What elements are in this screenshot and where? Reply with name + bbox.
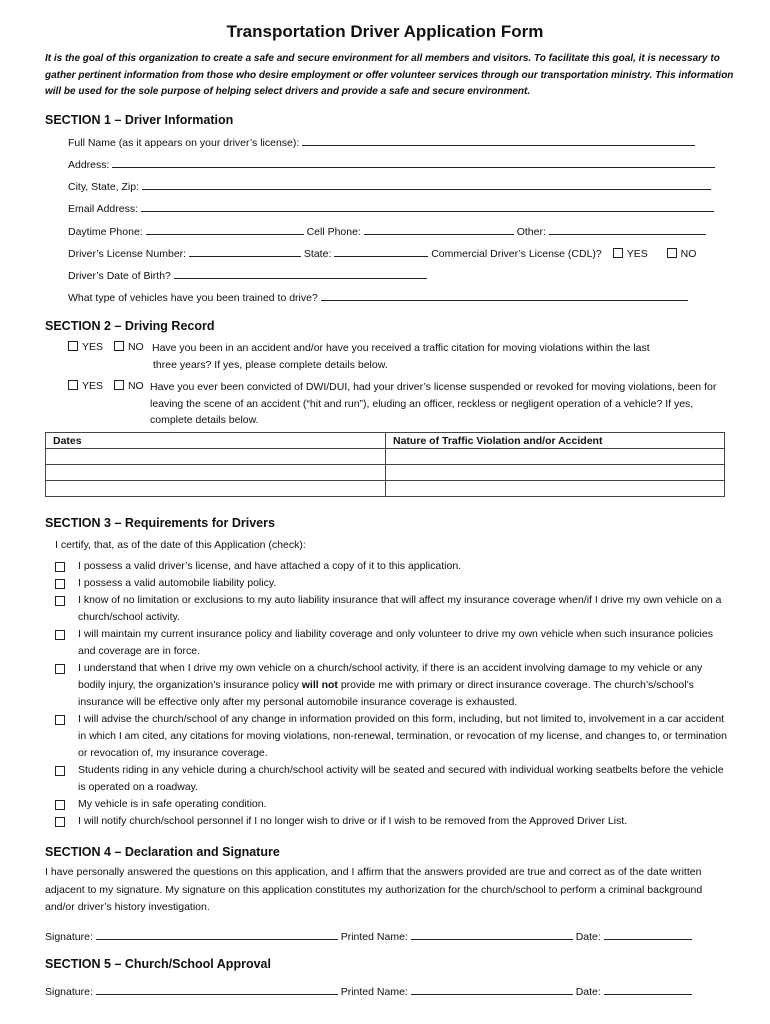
form-title: Transportation Driver Application Form xyxy=(226,22,544,41)
violation-header: Nature of Traffic Violation and/or Accident xyxy=(386,433,725,449)
requirement-text: I will advise the church/school of any change in information provided on this form, including, but not limited to, involvement in a car accident in which I am cited, any citations for moving violations, non-renewal, termination, or revocation of my license, and changes to, or termination or revocation of, my insurance coverage. xyxy=(78,713,727,759)
daytime-phone-field[interactable] xyxy=(146,224,304,235)
vehicles-row xyxy=(68,290,688,304)
q2-yes-label: YES xyxy=(82,380,104,392)
requirement-item xyxy=(55,711,730,762)
declaration-text: I have personally answered the questions on this application, and I affirm that the answers provided are true and correct as of the date written adjacent to my signature. My signature on this application constitutes my authorization for the church/school to perform a criminal background and/or driver’s history investigation. xyxy=(45,866,703,913)
state-label: State: xyxy=(303,248,332,260)
dates-header: Dates xyxy=(46,433,386,449)
daytime-phone-label: Daytime Phone: xyxy=(68,226,143,238)
email-row xyxy=(68,201,714,215)
phone-row xyxy=(68,224,706,238)
q2-no-checkbox[interactable] xyxy=(114,380,124,390)
date-cell[interactable] xyxy=(46,449,386,465)
requirement-item xyxy=(55,660,730,711)
requirements-list xyxy=(55,558,730,830)
requirement-checkbox[interactable] xyxy=(55,579,65,589)
section4-signature-row xyxy=(45,929,692,943)
date-cell[interactable] xyxy=(46,481,386,497)
q1-line2: three years? If yes, please complete details below. xyxy=(153,358,388,371)
requirement-checkbox[interactable] xyxy=(55,715,65,725)
cell-phone-field[interactable] xyxy=(364,224,514,235)
cdl-label: Commercial Driver’s License (CDL)? xyxy=(431,248,602,260)
date-label: Date: xyxy=(575,931,601,943)
requirement-text: Students riding in any vehicle during a church/school activity will be seated and secured with individual working seatbelts before the vehicle is operated on a roadway. xyxy=(78,764,724,793)
requirement-checkbox[interactable] xyxy=(55,630,65,640)
table-row xyxy=(46,481,725,497)
requirement-text: I will notify church/school personnel if I no longer wish to drive or if I wish to be removed from the Approved Driver List. xyxy=(78,815,628,827)
driving-record-table xyxy=(45,432,725,497)
q1-text xyxy=(152,340,727,373)
requirement-item xyxy=(55,813,730,830)
table-row xyxy=(46,449,725,465)
section3-title: SECTION 3 – Requirements for Drivers xyxy=(45,516,275,530)
requirement-checkbox[interactable] xyxy=(55,596,65,606)
q2-no-label: NO xyxy=(127,380,144,392)
section1-title: SECTION 1 – Driver Information xyxy=(45,113,234,127)
dob-row xyxy=(68,268,427,282)
section2-title: SECTION 2 – Driving Record xyxy=(45,319,215,333)
table-row xyxy=(46,465,725,481)
requirement-item xyxy=(55,592,730,626)
requirement-text: I possess a valid automobile liability policy. xyxy=(78,577,277,589)
email-field[interactable] xyxy=(141,201,714,212)
q1-no-label: NO xyxy=(127,341,144,353)
license-row xyxy=(68,246,696,260)
requirement-text: I know of no limitation or exclusions to my auto liability insurance that will affect my insurance coverage when/if I drive my own vehicle on a church/school activity. xyxy=(78,594,722,623)
requirement-item xyxy=(55,796,730,813)
violation-cell[interactable] xyxy=(386,449,725,465)
requirement-checkbox[interactable] xyxy=(55,800,65,810)
city-state-zip-field[interactable] xyxy=(142,179,711,190)
q2-options xyxy=(68,380,144,392)
q1-line1: Have you been in an accident and/or have you received a traffic citation for moving violations within the last xyxy=(152,342,650,354)
q2-yes-checkbox[interactable] xyxy=(68,380,78,390)
table-header-row xyxy=(46,433,725,449)
requirement-text: I possess a valid driver’s license, and have attached a copy of it to this application. xyxy=(78,560,462,572)
section5-signature-row xyxy=(45,984,692,998)
violation-cell[interactable] xyxy=(386,481,725,497)
date-cell[interactable] xyxy=(46,465,386,481)
requirement-text: I understand that when I drive my own vehicle on a church/school activity, if there is an accident involving damage to my vehicle or any bodily injury, the organization’s insurance policy will not provide me with primary or direct insurance coverage. The church’s/school’s insurance will be effective only after my personal automobile insurance coverage is exhausted. xyxy=(78,662,703,708)
approval-printed-name-field[interactable] xyxy=(411,984,573,995)
dob-field[interactable] xyxy=(174,268,427,279)
license-number-label: Driver’s License Number: xyxy=(68,248,187,260)
city-state-zip-row xyxy=(68,179,711,193)
printed-name-label: Printed Name: xyxy=(340,931,408,943)
requirement-checkbox[interactable] xyxy=(55,562,65,572)
approval-printed-name-label: Printed Name: xyxy=(340,986,408,998)
other-phone-field[interactable] xyxy=(549,224,706,235)
intro-paragraph: It is the goal of this organization to create a safe and secure environment for all members and visitors. To facilitate this goal, it is necessary to gather pertinent information from those who desire employment or offer volunteer services through our transportation ministry. This information will be used for the sole purpose of helping select drivers and provide a safe and secure environment. xyxy=(45,53,734,97)
signature-field[interactable] xyxy=(96,929,338,940)
requirement-item xyxy=(55,558,730,575)
section4-title: SECTION 4 – Declaration and Signature xyxy=(45,845,280,859)
full-name-label: Full Name (as it appears on your driver’s license): xyxy=(68,137,300,149)
cell-phone-label: Cell Phone: xyxy=(306,226,361,238)
cdl-no-checkbox[interactable] xyxy=(667,248,677,258)
cdl-yes-checkbox[interactable] xyxy=(613,248,623,258)
approval-signature-label: Signature: xyxy=(45,986,93,998)
requirement-item xyxy=(55,626,730,660)
approval-date-label: Date: xyxy=(575,986,601,998)
dob-label: Driver’s Date of Birth? xyxy=(68,270,171,282)
requirement-text: My vehicle is in safe operating condition. xyxy=(78,798,267,810)
requirement-checkbox[interactable] xyxy=(55,664,65,674)
section3-intro: I certify, that, as of the date of this Application (check): xyxy=(55,539,306,551)
full-name-field[interactable] xyxy=(302,135,695,146)
q1-no-checkbox[interactable] xyxy=(114,341,124,351)
cdl-no-label: NO xyxy=(680,248,697,260)
requirement-checkbox[interactable] xyxy=(55,817,65,827)
signature-label: Signature: xyxy=(45,931,93,943)
cdl-yes-label: YES xyxy=(626,248,648,260)
state-field[interactable] xyxy=(334,246,428,257)
full-name-row xyxy=(68,135,695,149)
section5-title: SECTION 5 – Church/School Approval xyxy=(45,957,271,971)
address-label: Address: xyxy=(68,159,110,171)
email-label: Email Address: xyxy=(68,203,139,215)
requirement-item xyxy=(55,762,730,796)
requirement-item xyxy=(55,575,730,592)
address-row xyxy=(68,157,715,171)
vehicles-label: What type of vehicles have you been trained to drive? xyxy=(68,292,318,304)
date-field[interactable] xyxy=(604,929,692,940)
approval-signature-field[interactable] xyxy=(96,984,338,995)
q1-options xyxy=(68,341,144,353)
other-phone-label: Other: xyxy=(516,226,546,238)
license-number-field[interactable] xyxy=(189,246,301,257)
q2-text: Have you ever been convicted of DWI/DUI, had your driver’s license suspended or revoked for moving violations, been for leaving the scene of an accident (“hit and run”), eluding an officer, reckless or negligent operation of a vehicle? If yes, complete details below. xyxy=(150,381,717,426)
q1-yes-checkbox[interactable] xyxy=(68,341,78,351)
address-field[interactable] xyxy=(112,157,715,168)
requirement-text: I will maintain my current insurance policy and liability coverage and only volunteer to drive my own vehicle when such insurance policies and coverage are in force. xyxy=(78,628,713,657)
printed-name-field[interactable] xyxy=(411,929,573,940)
city-state-zip-label: City, State, Zip: xyxy=(68,181,139,193)
requirement-checkbox[interactable] xyxy=(55,766,65,776)
violation-cell[interactable] xyxy=(386,465,725,481)
vehicles-field[interactable] xyxy=(321,290,688,301)
approval-date-field[interactable] xyxy=(604,984,692,995)
q1-yes-label: YES xyxy=(82,341,104,353)
